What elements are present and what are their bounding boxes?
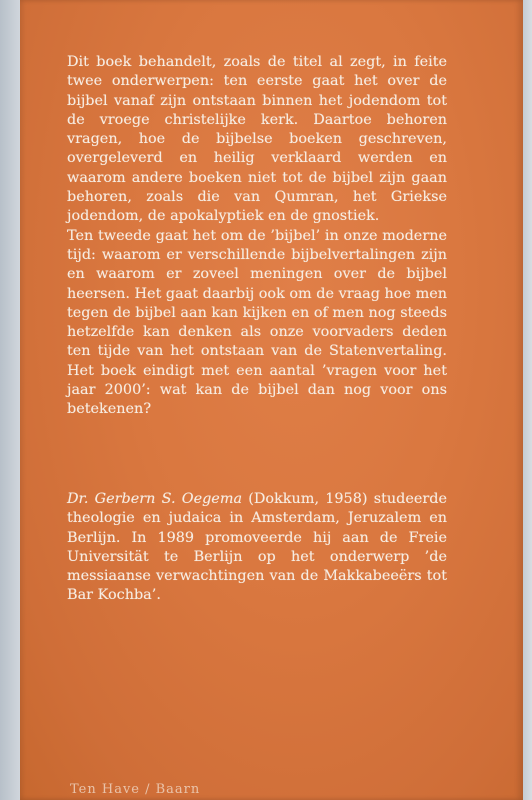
author-bio-text: (Dokkum, 1958) studeerde theologie en judaica in Amsterdam, Jeruzalem en Berlijn. In 1989 promoveerde hij aan de Freie Universität te Berlijn op het onderwerp ’de messiaanse verwachtingen van de Makkabeeërs tot Bar Kochba’. — [67, 491, 447, 604]
book-blurb — [67, 53, 447, 420]
background-surface-left — [0, 0, 22, 800]
blurb-paragraph-1: Dit boek behandelt, zoals de titel al zegt, in feite twee onderwerpen: ten eerste gaat het over de bijbel vanaf zijn ontstaan binnen het jodendom tot de vroege christelijke kerk. Daartoe behoren vragen, hoe de bijbelse boeken geschreven, overgeleverd en heilig verklaard werden en waarom andere boeken niet tot de bijbel zijn gaan behoren, zoals die van Qumran, het Griekse jodendom, de apokalyptiek en de gnostiek. — [67, 54, 447, 225]
author-name: Dr. Gerbern S. Oegema — [67, 491, 243, 507]
author-bio — [67, 490, 447, 606]
publisher-imprint: Ten Have / Baarn — [70, 782, 201, 797]
blurb-paragraph-2: Ten tweede gaat het om de ’bijbel’ in onze moderne tijd: waarom er verschillende bijbelvertalingen zijn en waarom er zoveel meningen over de bijbel heersen. Het gaat daarbij ook om de vraag hoe men tegen de bijbel aan kan kijken en of men nog steeds hetzelfde kan denken als onze voorvaders deden ten tijde van het ontstaan van de Statenvertaling. Het boek eindigt met een aantal ’vragen voor het jaar 2000’: wat kan de bijbel dan nog voor ons betekenen? — [67, 227, 447, 418]
